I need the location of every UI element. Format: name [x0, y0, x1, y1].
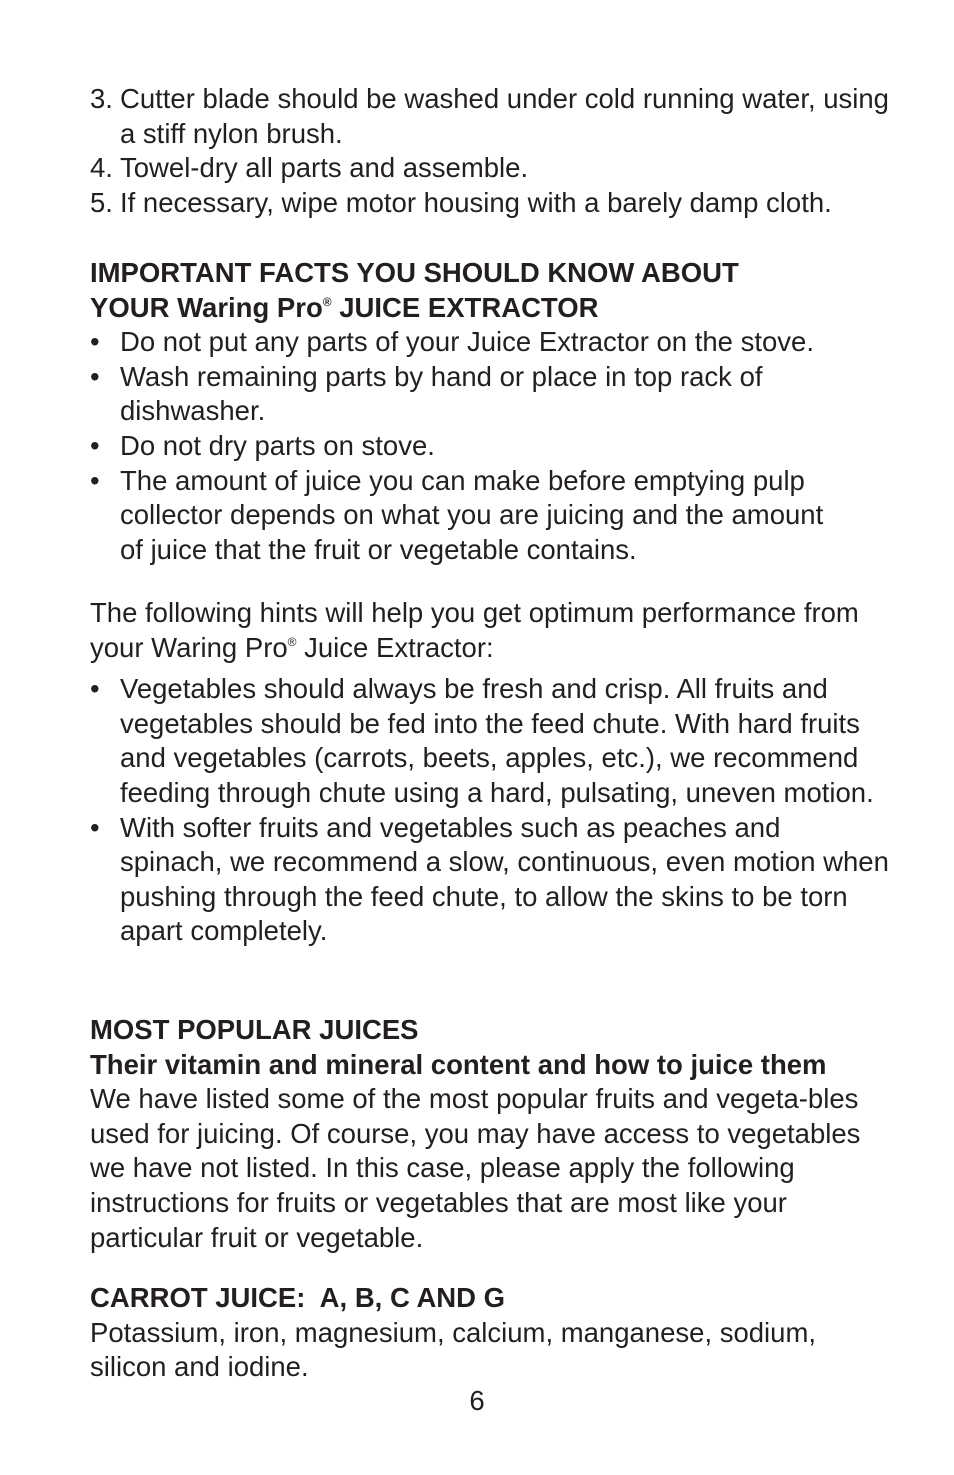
- registered-mark: ®: [322, 294, 332, 309]
- juices-section: [90, 1013, 890, 1255]
- step-number: 4.: [90, 152, 113, 184]
- fact-text: Do not dry parts on stove.: [120, 429, 435, 461]
- cleaning-steps-list: [90, 82, 890, 220]
- facts-heading-line1: IMPORTANT FACTS YOU SHOULD KNOW ABOUT: [90, 257, 739, 288]
- page-number: 6: [469, 1385, 485, 1416]
- list-item: [90, 82, 890, 151]
- step-text: Towel-dry all parts and assemble.: [120, 152, 529, 184]
- facts-heading: [90, 256, 890, 325]
- hints-intro-end: Juice Extractor:: [296, 631, 494, 663]
- hint-text: With softer fruits and vegetables such as peaches and spinach, we recommend a slow, continuous, even motion when pushing through the feed chute, to allow the skins to be torn apart completely.: [120, 811, 889, 947]
- juices-subheading: Their vitamin and mineral content and how to juice them: [90, 1048, 827, 1080]
- fact-text: The amount of juice you can make before emptying pulp collector depends on what you are juicing and the amount of juice that the fruit or vegetable contains.: [120, 464, 824, 565]
- list-item: [90, 429, 890, 464]
- facts-list: [90, 325, 890, 567]
- facts-section: [90, 256, 890, 567]
- facts-heading-line2-end: JUICE EXTRACTOR: [331, 291, 599, 323]
- hints-list: [90, 672, 890, 949]
- list-item: [90, 672, 890, 810]
- hint-text: Vegetables should always be fresh and crisp. All fruits and vegetables should be fed into the feed chute. With hard fruits and vegetables (carrots, beets, apples, etc.), we recommend feeding through chute using a hard, pulsating, uneven motion.: [120, 673, 874, 808]
- list-item: [90, 325, 890, 360]
- bullet: •: [90, 673, 100, 705]
- carrot-heading: CARROT JUICE: A, B, C AND G: [90, 1282, 506, 1313]
- list-item: [90, 151, 890, 186]
- bullet: •: [90, 429, 100, 461]
- hints-intro-text: The following hints will help you get optimum performance from your Waring Pro: [90, 597, 859, 663]
- list-item: [90, 464, 890, 568]
- list-item: [90, 811, 890, 949]
- list-item: [90, 360, 890, 429]
- hints-intro: [90, 596, 890, 665]
- juices-heading: MOST POPULAR JUICES: [90, 1014, 419, 1045]
- bullet: •: [90, 326, 100, 358]
- step-number: 5.: [90, 186, 113, 218]
- carrot-body: Potassium, iron, magnesium, calcium, manganese, sodium, silicon and iodine.: [90, 1316, 817, 1383]
- facts-heading-line2: YOUR Waring Pro: [90, 291, 323, 323]
- step-text: Cutter blade should be washed under cold running water, using a stiff nylon brush.: [120, 83, 889, 149]
- step-text: If necessary, wipe motor housing with a barely damp cloth.: [120, 186, 832, 218]
- registered-mark: ®: [287, 634, 297, 649]
- fact-text: Wash remaining parts by hand or place in top rack of dishwasher.: [120, 360, 763, 427]
- list-item: [90, 186, 890, 221]
- fact-text: Do not put any parts of your Juice Extractor on the stove.: [120, 326, 814, 358]
- step-number: 3.: [90, 83, 113, 114]
- bullet: •: [90, 811, 100, 843]
- juices-body: We have listed some of the most popular fruits and vegeta-bles used for juicing. Of course, you may have access to vegetables we have not listed. In this case, please apply the following instructions for fruits or vegetables that are most like your particular fruit or vegetable.: [90, 1083, 861, 1253]
- bullet: •: [90, 464, 100, 496]
- carrot-section: [90, 1281, 890, 1385]
- hints-section: [90, 596, 890, 949]
- bullet: •: [90, 360, 100, 392]
